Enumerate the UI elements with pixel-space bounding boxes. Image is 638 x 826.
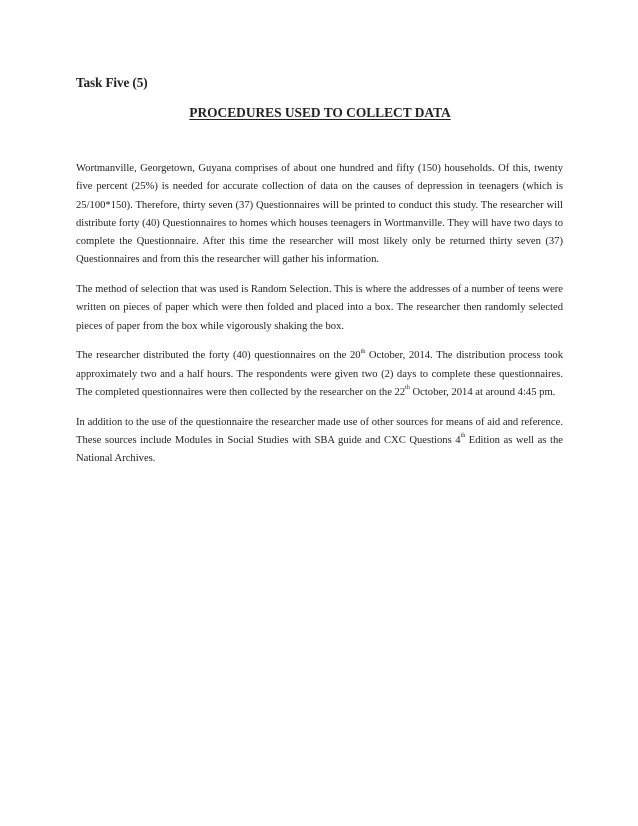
page-title: PROCEDURES USED TO COLLECT DATA — [189, 105, 451, 120]
paragraph-other-sources-text-2: Edition as well as the National Archives. — [76, 434, 563, 464]
paragraph-other-sources — [76, 414, 563, 469]
paragraph-study-population: Wortmanville, Georgetown, Guyana comprises of about one hundred and fifty (150) households. Of this, twenty five percent (25%) is needed for accurate collection of data on the causes of depression in teenagers (which is 25/100*150). Therefore, thirty seven (37) Questionnaires will be printed to conduct this study. The researcher will distribute forty (40) Questionnaires to homes which houses teenagers in Wortmanville. They will have two days to complete the Questionnaire. After this time the researcher will most likely only be returned thirty seven (37) Questionnaires and from this the researcher will gather his information. — [76, 163, 563, 266]
paragraph-distribution-text-2: October, 2014. The distribution process took approximately two and a half hours. The respondents were given two (2) days to complete these questionnaires. The completed questionnaires were then collected by the researcher on the 22 — [76, 350, 564, 398]
task-heading: Task Five (5) — [76, 75, 148, 90]
paragraph-distribution-text-3: October, 2014 at around 4:45 pm. — [409, 386, 556, 398]
document-body — [76, 160, 563, 480]
paragraph-distribution — [76, 347, 563, 402]
ordinal-suffix: th — [360, 348, 366, 355]
ordinal-suffix: th — [405, 385, 410, 392]
paragraph-selection-method: The method of selection that was used is Random Selection. This is where the addresses of a number of teens were written on pieces of paper which were then folded and placed into a box. The researcher then randomly selected pieces of paper from the box while vigorously shaking the box. — [76, 284, 563, 332]
paragraph-distribution-text-1: The researcher distributed the forty (40) questionnaires on the 20 — [76, 350, 361, 362]
paragraph-other-sources-text-1: In addition to the use of the questionnaire the researcher made use of other sources for means of aid and reference. These sources include Modules in Social Studies with SBA guide and CXC Questions 4 — [76, 416, 563, 446]
ordinal-suffix: th — [460, 433, 466, 440]
